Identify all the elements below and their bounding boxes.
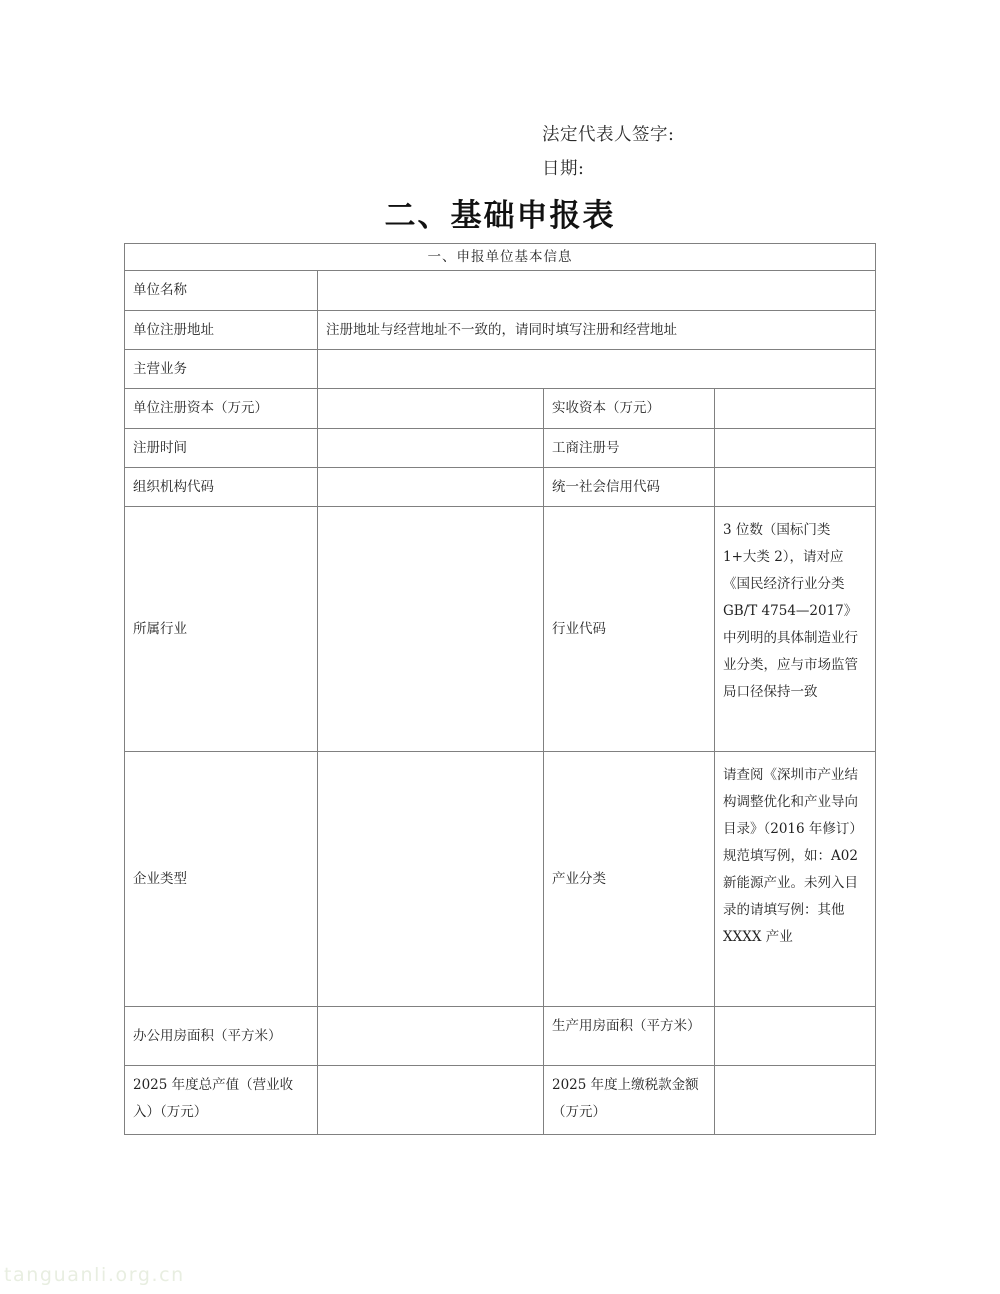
row-value-registered-capital[interactable] — [318, 389, 544, 428]
row-value-paid-in-capital[interactable] — [715, 389, 876, 428]
row-value-production-area[interactable] — [715, 1007, 876, 1066]
row-label-annual-tax-paid: 2025 年度上缴税款金额（万元） — [544, 1066, 715, 1135]
row-value-unit-name[interactable] — [318, 271, 876, 310]
row-value-annual-tax-paid[interactable] — [715, 1066, 876, 1135]
row-value-unit-registered-address[interactable]: 注册地址与经营地址不一致的，请同时填写注册和经营地址 — [318, 310, 876, 349]
row-value-industry-classification[interactable]: 请查阅《深圳市产业结构调整优化和产业导向目录》（2016 年修订）规范填写例，如：A02 新能源产业。未列入目录的请填写例：其他 XXXX 产业 — [715, 752, 876, 1007]
row-value-enterprise-type[interactable] — [318, 752, 544, 1007]
signature-block — [0, 118, 1000, 186]
row-label-business-registration-number: 工商注册号 — [544, 428, 715, 467]
row-label-unit-name: 单位名称 — [125, 271, 318, 310]
row-label-industry: 所属行业 — [125, 507, 318, 752]
row-label-unit-registered-address: 单位注册地址 — [125, 310, 318, 349]
row-value-registration-date[interactable] — [318, 428, 544, 467]
table-row — [125, 310, 876, 349]
row-label-unified-social-credit-code: 统一社会信用代码 — [544, 467, 715, 506]
table-section-header-row — [125, 244, 876, 271]
signature-date-label: 日期: — [542, 159, 585, 179]
table-row — [125, 349, 876, 388]
row-value-main-business[interactable] — [318, 349, 876, 388]
row-label-office-area: 办公用房面积（平方米） — [125, 1007, 318, 1066]
row-value-industry[interactable] — [318, 507, 544, 752]
page-title: 二、基础申报表 — [384, 198, 616, 234]
row-label-production-area: 生产用房面积（平方米） — [544, 1007, 715, 1066]
row-label-enterprise-type: 企业类型 — [125, 752, 318, 1007]
row-label-registered-capital: 单位注册资本（万元） — [125, 389, 318, 428]
row-label-industry-code: 行业代码 — [544, 507, 715, 752]
table-row — [125, 428, 876, 467]
row-label-industry-classification: 产业分类 — [544, 752, 715, 1007]
row-label-org-code: 组织机构代码 — [125, 467, 318, 506]
table-row — [125, 752, 876, 1007]
row-label-main-business: 主营业务 — [125, 349, 318, 388]
row-label-registration-date: 注册时间 — [125, 428, 318, 467]
table-row — [125, 389, 876, 428]
table-row — [125, 1007, 876, 1066]
table-row — [125, 271, 876, 310]
table-row — [125, 467, 876, 506]
row-value-industry-code[interactable]: 3 位数（国标门类 1+大类 2），请对应《国民经济行业分类 GB/T 4754—2017》中列明的具体制造业行业分类，应与市场监管局口径保持一致 — [715, 507, 876, 752]
site-watermark: tanguanli.org.cn — [4, 1264, 185, 1286]
row-label-annual-output: 2025 年度总产值（营业收入）（万元） — [125, 1066, 318, 1135]
table-row — [125, 1066, 876, 1135]
basic-application-form-table — [124, 243, 876, 1135]
row-value-office-area[interactable] — [318, 1007, 544, 1066]
row-value-business-registration-number[interactable] — [715, 428, 876, 467]
legal-representative-signature-label: 法定代表人签字: — [542, 125, 675, 145]
row-value-annual-output[interactable] — [318, 1066, 544, 1135]
row-label-paid-in-capital: 实收资本（万元） — [544, 389, 715, 428]
row-value-org-code[interactable] — [318, 467, 544, 506]
table-row — [125, 507, 876, 752]
row-value-unified-social-credit-code[interactable] — [715, 467, 876, 506]
section-header-cell: 一、申报单位基本信息 — [125, 244, 876, 271]
